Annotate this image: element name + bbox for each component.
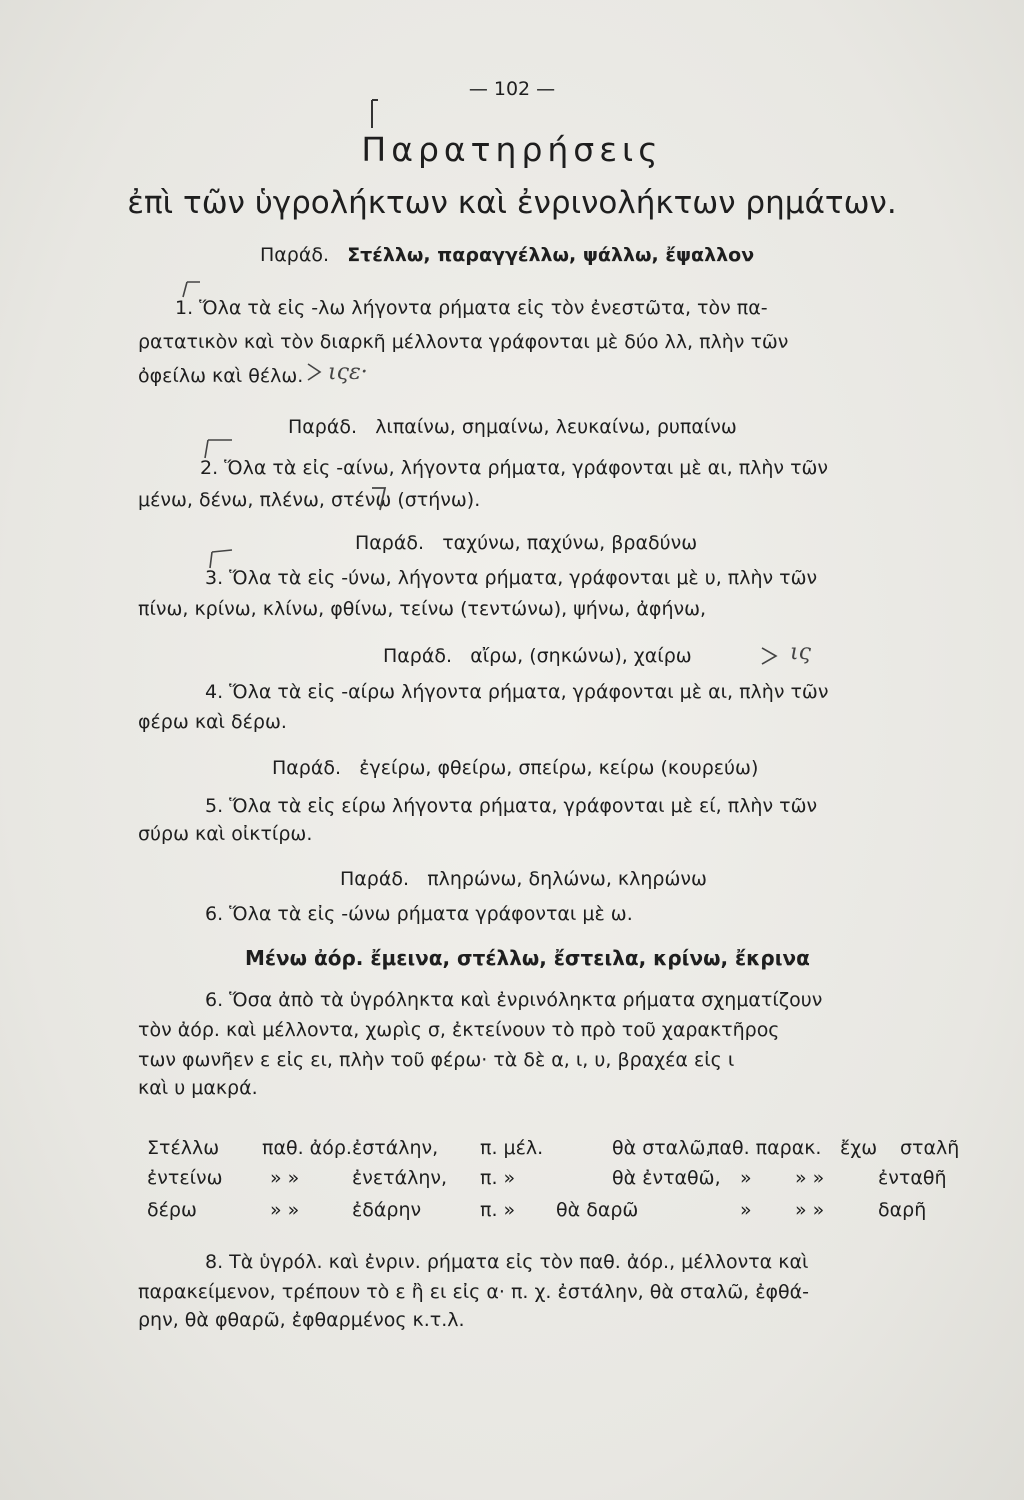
table-cell: θὰ σταλῶ, bbox=[612, 1137, 712, 1159]
rule8-line2: παρακείμενον, τρέπουν τὸ ε ἢ ει εἰς α· π. χ. ἐστάλην, θὰ σταλῶ, ἐφθά- bbox=[138, 1281, 810, 1303]
bracket-mark-heading bbox=[372, 100, 378, 128]
pencil-annotation-2: ις bbox=[790, 640, 811, 665]
chevron-mark-rule1 bbox=[308, 364, 320, 380]
rule5-example-words: ἐγείρω, φθείρω, σπείρω, κείρω (κουρεύω) bbox=[359, 757, 759, 779]
table-cell: π. » bbox=[480, 1167, 516, 1189]
chevron-mark-rule4 bbox=[762, 648, 776, 664]
table-cell: π. » bbox=[480, 1199, 516, 1221]
pencil-annotation-1: ιςε· bbox=[328, 360, 368, 385]
rule1-line3: ὀφείλω καὶ θέλω. bbox=[138, 365, 304, 387]
table-cell: π. μέλ. bbox=[480, 1137, 544, 1159]
rule5-example-label: Παράδ. bbox=[272, 757, 342, 779]
table-cell: ἐντείνω bbox=[147, 1167, 223, 1189]
table-cell: ἐδάρην bbox=[352, 1199, 422, 1221]
table-cell: » bbox=[740, 1167, 752, 1189]
table-cell: » » bbox=[270, 1199, 300, 1221]
rule2-line2: μένω, δένω, πλένω, στένω (στήνω). bbox=[138, 489, 481, 511]
rule6a-line1: 6. Ὅλα τὰ εἰς -ώνω ρήματα γράφονται μὲ ω. bbox=[205, 903, 633, 925]
table-cell: ἐνταθῆ bbox=[878, 1167, 947, 1189]
rule4-line2: φέρω καὶ δέρω. bbox=[138, 711, 287, 733]
rule6a-example-label: Παράδ. bbox=[340, 868, 410, 890]
rule5-line2: σύρω καὶ οἰκτίρω. bbox=[138, 823, 313, 845]
rule8-line3: ρην, θὰ φθαρῶ, ἐφθαρμένος κ.τ.λ. bbox=[138, 1309, 465, 1331]
rule6b-line1: 6. Ὅσα ἀπὸ τὰ ὑγρόληκτα καὶ ἐνρινόληκτα ρήματα σχηματίζουν bbox=[205, 989, 823, 1011]
table-cell: » bbox=[740, 1199, 752, 1221]
bracket-mark-rule3 bbox=[210, 550, 232, 568]
table-cell: » » bbox=[795, 1167, 825, 1189]
rule1-example-label: Παράδ. bbox=[260, 244, 330, 266]
bracket-mark-rule1 bbox=[183, 282, 200, 297]
rule6b-line4: καὶ υ μακρά. bbox=[138, 1077, 258, 1099]
rule1-line2: ρατατικὸν καὶ τὸν διαρκῆ μέλλοντα γράφονται μὲ δύο λλ, πλὴν τῶν bbox=[138, 331, 789, 353]
table-cell: » » bbox=[795, 1199, 825, 1221]
section-subheading: ἐπὶ τῶν ὑγρολήκτων καὶ ἐνρινολήκτων ρημάτων. bbox=[127, 185, 897, 221]
table-cell: ἐστάλην, bbox=[352, 1137, 439, 1159]
table-cell: σταλῆ bbox=[900, 1137, 960, 1159]
table-cell: δέρω bbox=[147, 1199, 197, 1221]
rule4-line1: 4. Ὅλα τὰ εἰς -αίρω λήγοντα ρήματα, γράφονται μὲ αι, πλὴν τῶν bbox=[205, 681, 829, 703]
rule3-line1: 3. Ὅλα τὰ εἰς -ύνω, λήγοντα ρήματα, γράφονται μὲ υ, πλὴν τῶν bbox=[205, 567, 818, 589]
rule4-example-label: Παράδ. bbox=[383, 645, 453, 667]
bracket-mark-rule2-end bbox=[372, 488, 385, 510]
table-cell: ἔχω bbox=[840, 1137, 878, 1159]
section-heading: Παρατηρήσεις bbox=[361, 130, 663, 169]
table-cell: παθ. ἀόρ. bbox=[262, 1137, 352, 1159]
table-cell: θὰ ἐνταθῶ, bbox=[612, 1167, 721, 1189]
rule3-example-label: Παράδ. bbox=[355, 532, 425, 554]
table-cell: δαρῆ bbox=[878, 1199, 927, 1221]
rule2-example-words: λιπαίνω, σημαίνω, λευκαίνω, ρυπαίνω bbox=[375, 416, 737, 438]
table-cell: Στέλλω bbox=[147, 1137, 220, 1159]
rule6a-example-words: πληρώνω, δηλώνω, κληρώνω bbox=[427, 868, 707, 890]
aorist-examples: Μένω ἀόρ. ἔμεινα, στέλλω, ἔστειλα, κρίνω, ἔκρινα bbox=[245, 946, 810, 970]
rule4-example-words: αἴρω, (σηκώνω), χαίρω bbox=[470, 645, 692, 667]
table-cell: » » bbox=[270, 1167, 300, 1189]
rule1-line1: 1. Ὅλα τὰ εἰς -λω λήγοντα ρήματα εἰς τὸν ἐνεστῶτα, τὸν πα- bbox=[175, 297, 768, 319]
table-cell: ἐνετάλην, bbox=[352, 1167, 448, 1189]
bracket-mark-rule2 bbox=[205, 440, 232, 458]
rule6b-line3: των φωνῆεν ε εἰς ει, πλὴν τοῦ φέρω· τὰ δὲ α, ι, υ, βραχέα εἰς ι bbox=[138, 1049, 735, 1071]
rule2-example-label: Παράδ. bbox=[288, 416, 358, 438]
page-number: — 102 — bbox=[468, 78, 556, 100]
rule3-example-words: ταχύνω, παχύνω, βραδύνω bbox=[442, 532, 698, 554]
rule8-line1: 8. Τὰ ὑγρόλ. καὶ ἐνριν. ρήματα εἰς τὸν παθ. ἀόρ., μέλλοντα καὶ bbox=[205, 1251, 809, 1273]
rule2-line1: 2. Ὅλα τὰ εἰς -αίνω, λήγοντα ρήματα, γράφονται μὲ αι, πλὴν τῶν bbox=[200, 457, 829, 479]
rule5-line1: 5. Ὅλα τὰ εἰς είρω λήγοντα ρήματα, γράφονται μὲ εί, πλὴν τῶν bbox=[205, 795, 818, 817]
rule6b-line2: τὸν ἀόρ. καὶ μέλλοντα, χωρὶς σ, ἐκτείνουν τὸ πρὸ τοῦ χαρακτῆρος bbox=[138, 1019, 780, 1041]
table-cell: παθ. παρακ. bbox=[708, 1137, 822, 1159]
table-cell: θὰ δαρῶ bbox=[556, 1199, 639, 1221]
rule3-line2: πίνω, κρίνω, κλίνω, φθίνω, τείνω (τεντώνω), ψήνω, ἀφήνω, bbox=[138, 598, 707, 620]
rule1-example-words: Στέλλω, παραγγέλλω, ψάλλω, ἔψαλλον bbox=[347, 244, 755, 266]
